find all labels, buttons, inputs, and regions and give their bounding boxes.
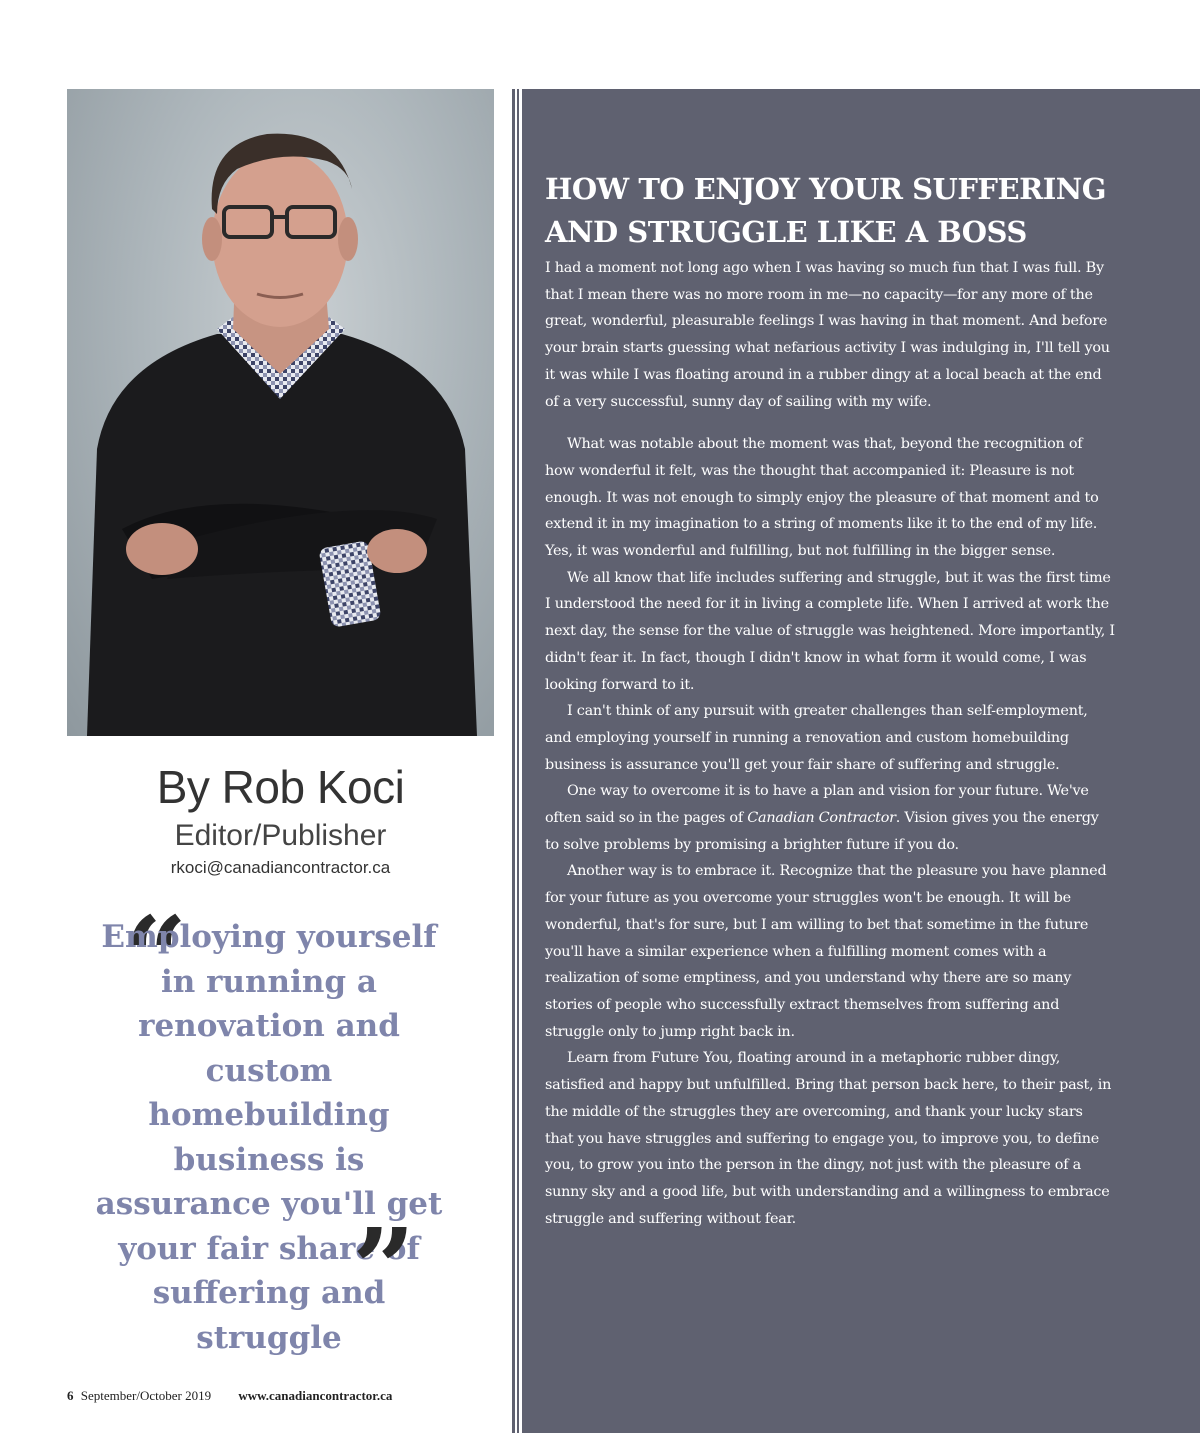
- pull-quote: Employing yourself in running a renovation and custom homebuilding business is assurance you'll get your fair share of suffering and struggle: [95, 919, 443, 1356]
- close-quote-icon: ”: [352, 1204, 416, 1333]
- column-divider-rule: [512, 89, 515, 1433]
- page-number: 6: [67, 1388, 74, 1403]
- open-quote-icon: “: [124, 892, 188, 1021]
- paragraph: [545, 778, 1115, 858]
- article-body: [545, 255, 1115, 1232]
- website-link[interactable]: www.canadiancontractor.ca: [238, 1388, 393, 1403]
- author-photo: [67, 89, 494, 736]
- paragraph: Another way is to embrace it. Recognize that the pleasure you have planned for your future as you overcome your struggles won't be enough. It will be wonderful, that's for sure, but I am willing to bet that sometime in the future you'll have a similar experience when a fulfilling moment comes with a realization of some emptiness, and you understand why there are so many stories of people who successfully extract themselves from suffering and struggle only to jump right back in.: [545, 863, 1107, 1040]
- author-name: By Rob Koci: [156, 761, 405, 813]
- paragraph: Learn from Future You, floating around in a metaphoric rubber dingy, satisfied and happy but unfulfilled. Bring that person back here, to their past, in the middle of the struggles they are overcoming, and thank your lucky stars that you have struggles and suffering to engage you, to improve you, to define you, to grow you into the person in the dingy, not just with the pleasure of a sunny sky and a good life, but with understanding and a willingness to embrace struggle and suffering without fear.: [545, 1050, 1112, 1227]
- paragraph-text: . Vision gives you the energy to solve problems by promising a brighter future if you do.: [545, 810, 1099, 853]
- article-headline: [545, 168, 1145, 254]
- page-footer: [67, 1388, 392, 1404]
- paragraph: We all know that life includes suffering and struggle, but it was the first time I understood the need for it in living a complete life. When I arrived at work the next day, the sense for the value of struggle was heightened. More importantly, I didn't fear it. In fact, though I didn't know in what form it would come, I was looking forward to it.: [545, 569, 1115, 693]
- paragraph: I can't think of any pursuit with greater challenges than self-employment, and employing yourself in running a renovation and custom homebuilding business is assurance you'll get your fair share of suffering and struggle.: [545, 703, 1088, 773]
- headline-line-2: AND STRUGGLE LIKE A BOSS: [545, 215, 1027, 249]
- paragraph-text: One way to overcome it is to have a plan and vision for your future. We've often said so in the pages of: [545, 783, 1089, 827]
- publication-name: Canadian Contractor: [747, 810, 896, 827]
- column-divider-rule: [517, 89, 519, 1433]
- paragraph: I had a moment not long ago when I was having so much fun that I was full. By that I mean there was no more room in me—no capacity—for any more of the great, wonderful, pleasurable feelings I was having in that moment. And before your brain starts guessing what nefarious activity I was indulging in, I'll tell you it was while I was floating around in a rubber dingy at a local beach at the end of a very successful, sunny day of sailing with my wife.: [545, 260, 1110, 410]
- author-role: Editor/Publisher: [174, 819, 387, 852]
- author-email[interactable]: rkoci@canadiancontractor.ca: [170, 858, 391, 877]
- byline: [67, 758, 494, 880]
- issue-date: September/October 2019: [80, 1388, 212, 1403]
- headline-line-1: HOW TO ENJOY YOUR SUFFERING: [545, 172, 1107, 206]
- paragraph: What was notable about the moment was that, beyond the recognition of how wonderful it felt, was the thought that accompanied it: Pleasure is not enough. It was not enough to simply enjoy the pleasure of that moment and to extend it in my imagination to a string of moments like it to the end of my life. Yes, it was wonderful and fulfilling, but not fulfilling in the bigger sense.: [545, 436, 1099, 560]
